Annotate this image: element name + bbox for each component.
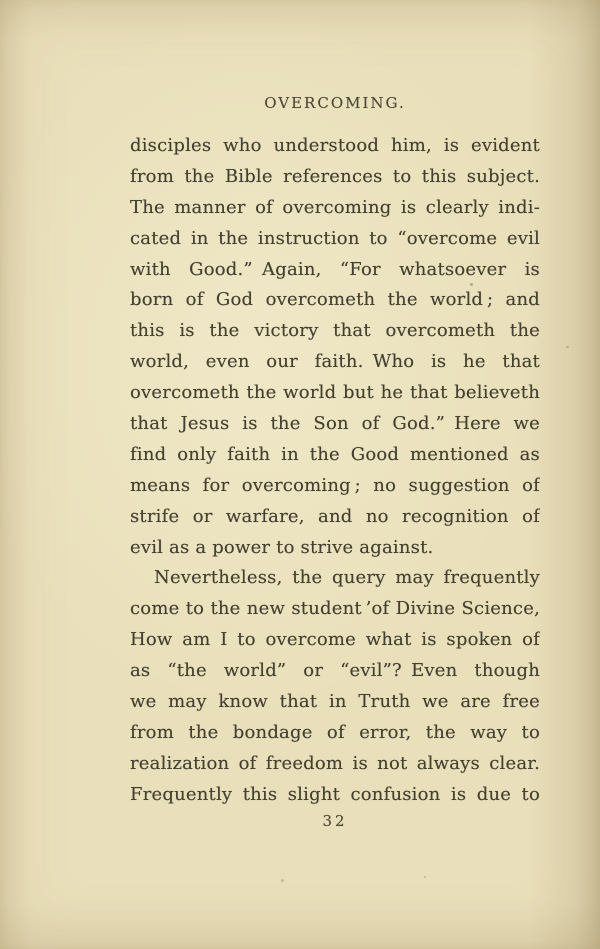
paper-speck (470, 283, 473, 286)
text-line: born of God overcometh the world ; and (130, 289, 540, 311)
text-line: as “the world” or “evil”? Even though (130, 660, 540, 682)
text-line: find only faith in the Good mentioned as (130, 443, 540, 465)
running-head: OVERCOMING. (264, 94, 406, 112)
text-line-paragraph-start: Nevertheless, the query may frequently (154, 567, 540, 589)
text-line: means for overcoming ; no suggestion of (130, 474, 540, 496)
paper-speck (424, 876, 426, 878)
paper-speck (281, 879, 284, 882)
text-line: with Good.” Again, “For whatsoever is (130, 258, 540, 280)
text-line: cated in the instruction to “overcome evil (130, 227, 540, 249)
text-line: strife or warfare, and no recognition of (130, 505, 540, 527)
text-line: world, even our faith. Who is he that (130, 351, 540, 373)
text-line: disciples who understood him, is evident (130, 135, 540, 156)
body-text (130, 131, 540, 811)
text-line: evil as a power to strive against. (130, 536, 434, 558)
text-line: How am I to overcome what is spoken of (130, 629, 540, 651)
text-line: from the Bible references to this subject. (130, 165, 540, 187)
page-number: 32 (322, 812, 348, 830)
text-line: we may know that in Truth we are free (130, 691, 540, 713)
text-line: from the bondage of error, the way to (130, 721, 540, 743)
text-line: Frequently this slight confusion is due to (130, 783, 540, 805)
text-line: The manner of overcoming is clearly indi- (130, 196, 540, 218)
text-line: this is the victory that overcometh the (130, 320, 540, 342)
text-line: come to the new student ’of Divine Science, (130, 598, 540, 620)
text-line: that Jesus is the Son of God.” Here we (130, 413, 540, 435)
paper-speck (566, 346, 569, 348)
text-line: overcometh the world but he that believeth (130, 382, 540, 404)
text-line: realization of freedom is not always clear. (130, 752, 540, 774)
